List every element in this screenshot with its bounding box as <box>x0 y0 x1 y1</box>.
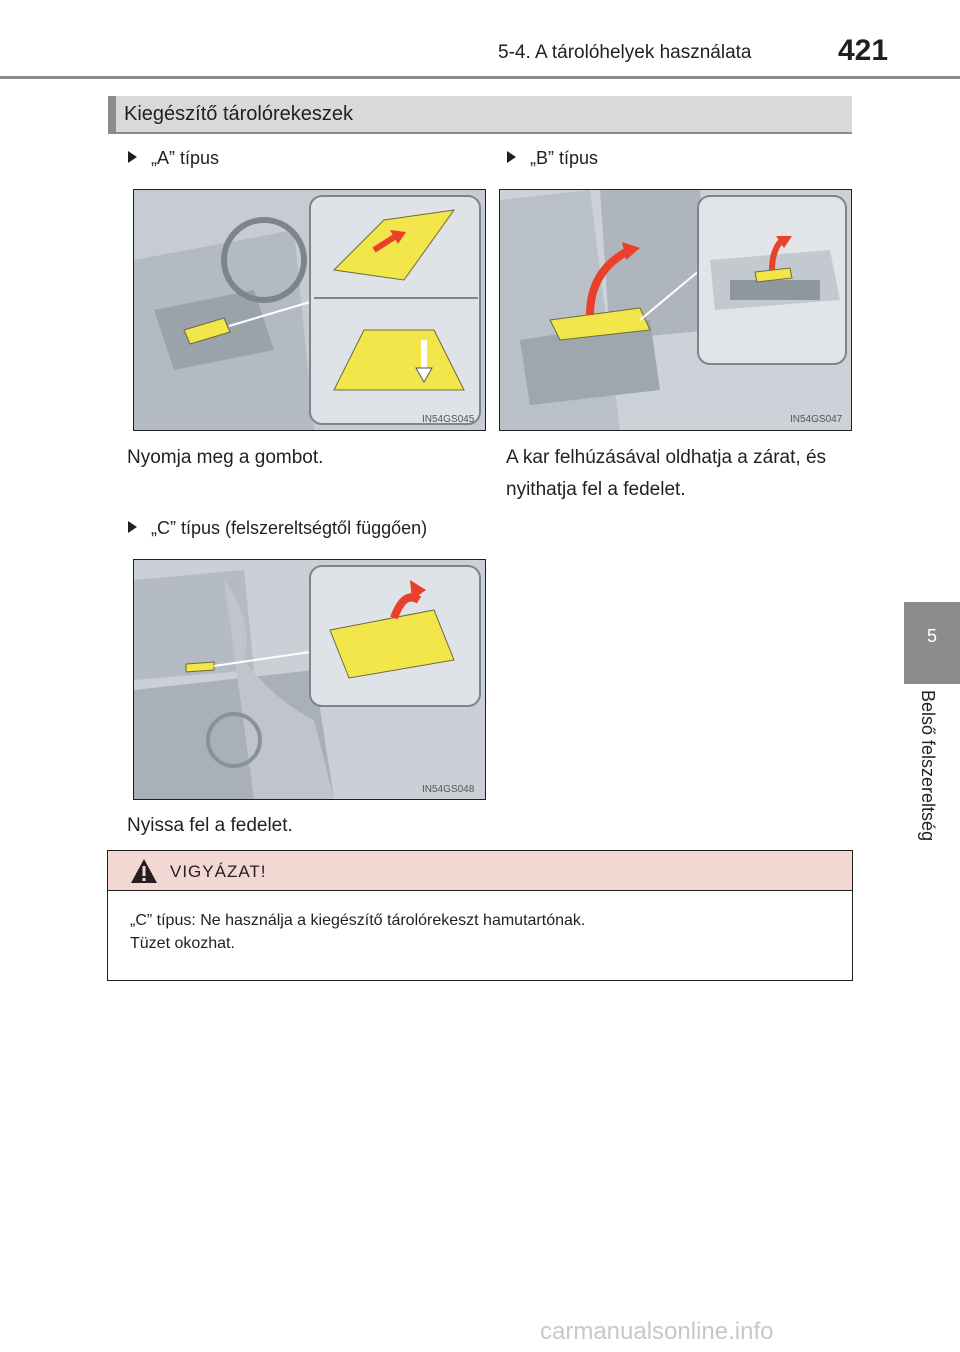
figure-type-c-illustration <box>134 560 485 799</box>
figure-type-b <box>499 189 852 431</box>
warning-text-line2: Tüzet okozhat. <box>130 935 235 952</box>
section-divider <box>108 132 852 134</box>
figure-code-b: IN54GS047 <box>790 414 843 425</box>
chapter-number: 5 <box>926 626 937 646</box>
type-b-label: „B” típus <box>530 148 599 168</box>
figure-code-c: IN54GS048 <box>422 784 475 795</box>
figure-type-a <box>133 189 486 431</box>
section-title: Kiegészítő tárolórekeszek <box>124 103 354 125</box>
type-b-heading <box>507 148 598 169</box>
running-header: 5-4. A tárolóhelyek használata <box>498 42 752 63</box>
warning-icon <box>130 858 158 884</box>
figure-code-a: IN54GS045 <box>422 414 475 425</box>
page-number: 421 <box>838 34 889 67</box>
warning-title: VIGYÁZAT! <box>170 862 267 881</box>
figure-type-b-illustration <box>500 190 851 430</box>
watermark: carmanualsonline.info <box>540 1318 774 1345</box>
type-b-text-line1: A kar felhúzásával oldhatja a zárat, és <box>506 447 827 468</box>
figure-type-c <box>133 559 486 800</box>
type-a-heading <box>128 148 219 169</box>
warning-text-line1: „C” típus: Ne használja a kiegészítő tárolórekeszt hamutartónak. <box>130 912 586 929</box>
type-c-label: „C” típus (felszereltségtől függően) <box>151 518 428 538</box>
type-a-text: Nyomja meg a gombot. <box>127 447 324 468</box>
chapter-label: Belső felszereltség <box>918 690 938 842</box>
figure-type-a-illustration <box>134 190 485 430</box>
type-a-label: „A” típus <box>151 148 220 168</box>
triangle-bullet-icon <box>128 521 137 533</box>
type-b-text-line2: nyithatja fel a fedelet. <box>506 479 686 500</box>
type-c-text: Nyissa fel a fedelet. <box>127 815 293 836</box>
header-divider <box>0 76 960 79</box>
triangle-bullet-icon <box>507 151 516 163</box>
triangle-bullet-icon <box>128 151 137 163</box>
type-c-heading <box>128 518 427 539</box>
